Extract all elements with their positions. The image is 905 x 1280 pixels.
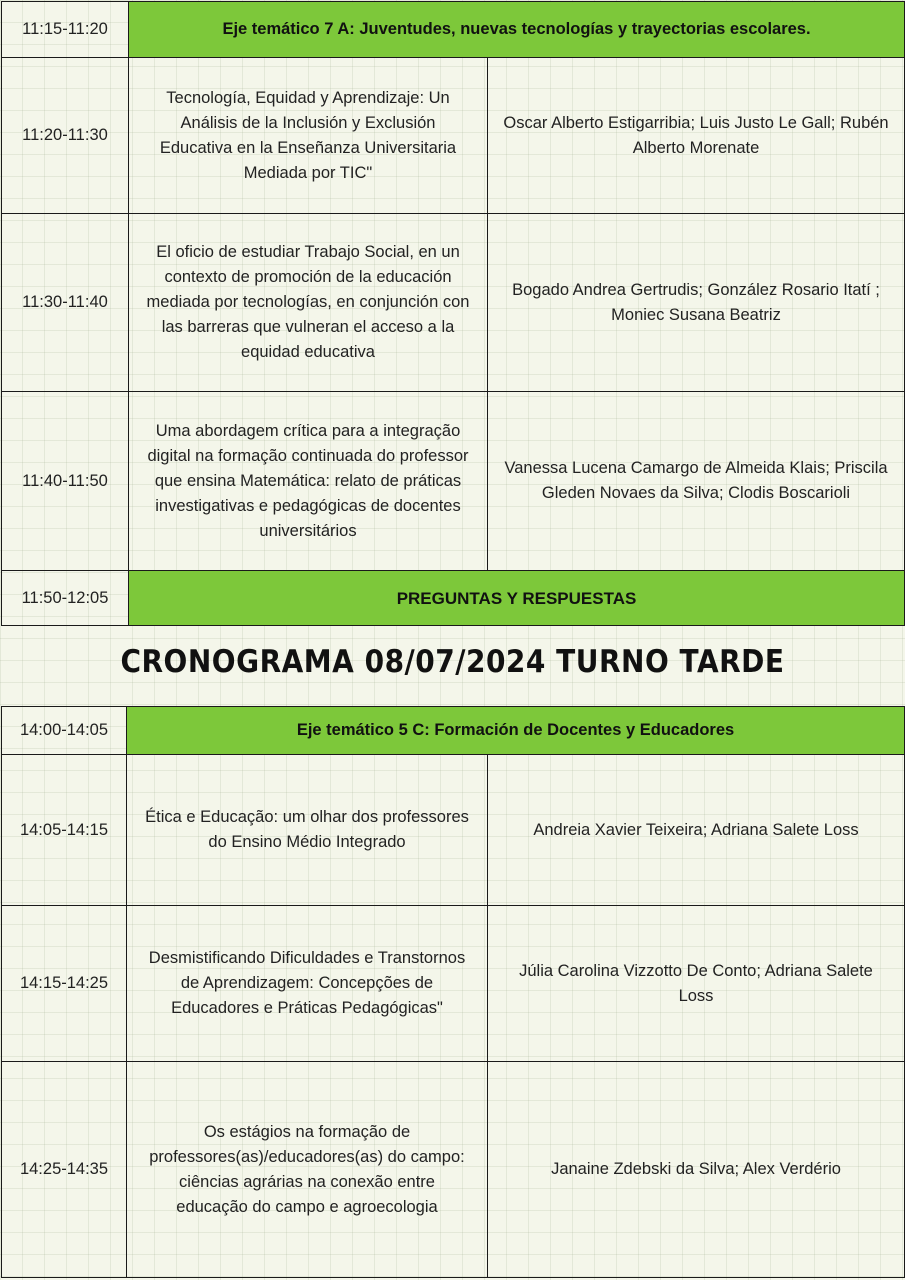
theme-title: Eje temático 5 C: Formación de Docentes y Educadores	[127, 707, 905, 755]
schedule-heading: CRONOGRAMA 08/07/2024 TURNO TARDE	[120, 643, 785, 680]
time-cell: 14:05-14:15	[2, 755, 127, 906]
table-row	[2, 755, 905, 906]
paper-authors: Janaine Zdebski da Silva; Alex Verdério	[488, 1062, 905, 1278]
table-row	[2, 1062, 905, 1278]
qa-title: PREGUNTAS Y RESPUESTAS	[129, 571, 905, 626]
table-row	[2, 58, 905, 214]
table-row	[2, 214, 905, 392]
paper-title: El oficio de estudiar Trabajo Social, en un contexto de promoción de la educación mediada por tecnologías, en conjunción con las barreras que vulneran el acceso a la equidad educativa	[129, 214, 488, 392]
time-cell: 11:50-12:05	[2, 571, 129, 626]
time-cell: 14:00-14:05	[2, 707, 127, 755]
theme-row	[2, 2, 905, 58]
time-cell: 11:20-11:30	[2, 58, 129, 214]
theme-title: Eje temático 7 A: Juventudes, nuevas tecnologías y trayectorias escolares.	[129, 2, 905, 58]
paper-title: Os estágios na formação de professores(as)/educadores(as) do campo: ciências agrárias na conexão entre educação do campo e agroecologia	[127, 1062, 488, 1278]
theme-row	[2, 707, 905, 755]
paper-authors: Bogado Andrea Gertrudis; González Rosario Itatí ; Moniec Susana Beatriz	[488, 214, 905, 392]
paper-title: Uma abordagem crítica para a integração digital na formação continuada do professor que ensina Matemática: relato de práticas investigativas e pedagógicas de docentes universitários	[129, 392, 488, 571]
time-cell: 14:15-14:25	[2, 906, 127, 1062]
time-cell: 11:40-11:50	[2, 392, 129, 571]
morning-schedule-table	[1, 1, 905, 626]
table-row	[2, 906, 905, 1062]
time-cell: 14:25-14:35	[2, 1062, 127, 1278]
table-row	[2, 392, 905, 571]
paper-authors: Andreia Xavier Teixeira; Adriana Salete Loss	[488, 755, 905, 906]
afternoon-schedule-table	[1, 706, 905, 1278]
time-cell: 11:30-11:40	[2, 214, 129, 392]
qa-row	[2, 571, 905, 626]
paper-authors: Oscar Alberto Estigarribia; Luis Justo Le Gall; Rubén Alberto Morenate	[488, 58, 905, 214]
paper-title: Desmistificando Dificuldades e Transtornos de Aprendizagem: Concepções de Educadores e Práticas Pedagógicas"	[127, 906, 488, 1062]
time-cell: 11:15-11:20	[2, 2, 129, 58]
paper-title: Tecnología, Equidad y Aprendizaje: Un Análisis de la Inclusión y Exclusión Educativa en la Enseñanza Universitaria Mediada por TIC"	[129, 58, 488, 214]
paper-authors: Júlia Carolina Vizzotto De Conto; Adriana Salete Loss	[488, 906, 905, 1062]
paper-authors: Vanessa Lucena Camargo de Almeida Klais; Priscila Gleden Novaes da Silva; Clodis Boscarioli	[488, 392, 905, 571]
paper-title: Ética e Educação: um olhar dos professores do Ensino Médio Integrado	[127, 755, 488, 906]
